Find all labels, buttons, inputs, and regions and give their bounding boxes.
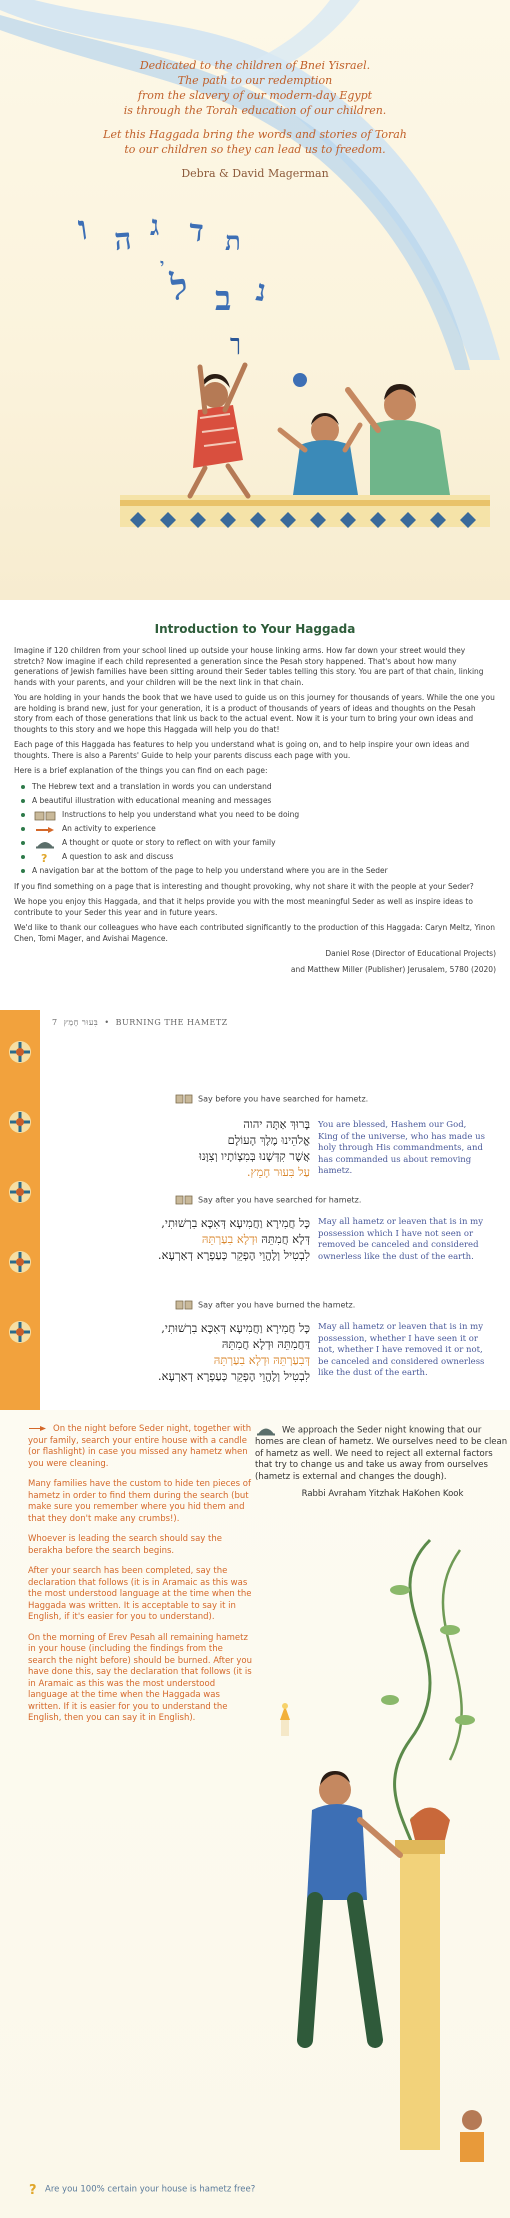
intro-paragraph: If you find something on a page that is interesting and thought provoking, why not share it with the people at your Seder? xyxy=(14,881,474,891)
activity-paragraph: On the morning of Erev Pesah all remaining hametz in your house (including the findings from the search the night before) should be burned. After you have done this, say the declaration that follows (it is in Aramaic as this was the most understood language at the time when the Haggada was written. If it is easier for you to understand the English, then you can say it in English). xyxy=(28,1632,252,1723)
activity-paragraph: Whoever is leading the search should say the berakha before the search begins. xyxy=(28,1534,222,1556)
activity-paragraph: On the night before Seder night, together with your family, search your entire house with a candle (or flashlight) in case you missed any hametz when you were cleaning. xyxy=(28,1424,252,1469)
activity-column xyxy=(28,1424,253,1734)
wish-line: Let this Haggada bring the words and stories of Torah xyxy=(103,128,407,141)
tile-ornament-icon xyxy=(8,1320,32,1344)
tile-ornament-icon xyxy=(8,1180,32,1204)
burning-hametz-page xyxy=(0,1010,510,1410)
hand-pointing-icon xyxy=(32,824,58,835)
header-english: BURNING THE HAMETZ xyxy=(115,1018,228,1027)
introduction-title: Introduction to Your Haggada xyxy=(154,622,356,636)
svg-text:ד: ד xyxy=(187,213,206,250)
book-icon xyxy=(175,1094,193,1104)
signature: and Matthew Miller (Publisher) Jerusalem, 5780 (2020) xyxy=(290,964,496,974)
hebrew-blessing: בָּרוּךְ אַתָּה יהוה אֱלֹהֵינוּ מֶלֶךְ הָעוֹלָם אֲשֶׁר קִדְּשָׁנוּ בְּמִצְוֹתָיו וְצִוָּנוּ עַל בִּעוּר חָמֵץ. xyxy=(198,1117,310,1179)
header-hebrew: בִּעוּר חָמֵץ xyxy=(63,1018,99,1027)
list-item: An activity to experience xyxy=(14,824,496,835)
svg-text:ל: ל xyxy=(168,265,190,309)
svg-text:?: ? xyxy=(29,2183,37,2196)
english-translation: You are blessed, Hashem our God, King of the universe, who has made us holy through His commandments, and has commanded us about removing hametz. xyxy=(318,1120,485,1176)
activity-paragraph: After your search has been completed, say the declaration that follows (it is in Aramaic as this was the most understood language at the time when the Haggada was written. It is acceptable to say it in English, if it's easier for you to understand). xyxy=(28,1566,252,1622)
dedication-authors: Debra & David Magerman xyxy=(181,167,329,180)
intro-paragraph: Here is a brief explanation of the things you can find on each page: xyxy=(14,766,268,775)
dedication-line: Dedicated to the children of Bnei Yisrael. xyxy=(139,59,371,72)
intro-paragraph: We'd like to thank our colleagues who have each contributed significantly to the production of this Haggada: Caryn Meltz, Yinon Chen, Tomi Mager, and Avishai Magence. xyxy=(14,923,495,943)
svg-text:ך: ך xyxy=(230,330,241,356)
page-number: 7 xyxy=(52,1018,58,1027)
svg-text:נ: נ xyxy=(253,273,269,310)
svg-text:?: ? xyxy=(41,851,48,863)
instruction-label: Say after you have burned the hametz. xyxy=(175,1300,355,1310)
tile-ornament-icon xyxy=(8,1040,32,1064)
hand-pointing-icon xyxy=(28,1424,48,1433)
tile-ornament-icon xyxy=(8,1250,32,1274)
intro-paragraph: You are holding in your hands the book that we have used to guide us on this journey for thousands of years. While the one you are holding is brand new, just for your generation, it is a product of thousands of years of ideas and thoughts on the Pesah story from each of those generations that link us back to the actual event. Now it is your turn to bring your own ideas and thoughts to this story and we hope this Haggada will help you do that! xyxy=(14,693,495,734)
book-icon xyxy=(175,1300,193,1310)
signature: Daniel Rose (Director of Educational Projects) xyxy=(325,949,496,958)
list-item: A navigation bar at the bottom of the page to help you understand where you are in the Seder xyxy=(14,866,496,877)
thought-hat-icon xyxy=(32,838,58,849)
book-icon xyxy=(175,1195,193,1205)
question-icon xyxy=(32,852,58,863)
dedication-line: from the slavery of our modern-day Egypt xyxy=(137,89,373,102)
thought-quote xyxy=(255,1424,510,1501)
thought-hat-icon xyxy=(255,1424,277,1436)
feature-list xyxy=(14,782,496,877)
svg-text:ו: ו xyxy=(75,208,90,249)
svg-text:ג: ג xyxy=(150,209,160,242)
intro-paragraph: Each page of this Haggada has features to help you understand what is going on, and to help inspire your own ideas and thoughts. There is also a Parents' Guide to help your parents discuss each page with you. xyxy=(14,740,470,760)
list-item: A thought or quote or story to reflect on with your family xyxy=(14,838,496,849)
search-instructions-page xyxy=(0,1410,510,2218)
intro-paragraph: We hope you enjoy this Haggada, and that it helps provide you with the most meaningful Seder as well as inspire ideas to contribute to your Seder this year and in future years. xyxy=(14,897,473,917)
decorative-sidebar xyxy=(0,1010,40,1410)
instruction-label: Say after you have searched for hametz. xyxy=(175,1195,361,1205)
hebrew-declaration: כָּל חֲמִירָא וַחֲמִיעָא דְּאִכָּא בִרְשׁוּתִי, דַּחֲמִתֵּהּ וּדְלָא חֲמִתֵּהּ דְּבִעַרְתֵּהּ וּדְלָא בִעַרְתֵּהּ לִבְטִיל וְלֶהֱוֵי הֶפְקֵר כְּעַפְרָא דְאַרְעָא. xyxy=(157,1321,310,1383)
book-icon xyxy=(32,810,58,821)
svg-text:ת: ת xyxy=(225,227,241,257)
introduction-body xyxy=(14,646,496,980)
english-translation: May all hametz or leaven that is in my possession, whether I have seen it or not, whether I have removed it or not, be canceled and considered ownerless like the dust of the earth. xyxy=(318,1322,485,1378)
discussion-question: ? Are you 100% certain your house is hametz free? xyxy=(29,2183,256,2196)
running-header: 7 בִּעוּר חָמֵץ • BURNING THE HAMETZ xyxy=(52,1018,228,1027)
dedication-page xyxy=(0,0,510,600)
quote-text: We approach the Seder night knowing that our homes are clean of hametz. We ourselves need to be clean of hametz as well. We need to reject all external factors that try to change us and take us away from ourselves (hametz is external and changes the dough). xyxy=(255,1425,508,1482)
tile-ornament-icon xyxy=(8,1110,32,1134)
intro-paragraph: Imagine if 120 children from your school lined up outside your house linking arms. How far down your street would they stretch? Now imagine if each child represented a generation since the Pesah story happened. That's about how many generations of Jewish families have been sitting around their Seder tables telling this story. You are part of that chain, linking hands with your parents, and your children will be the next link in that chain. xyxy=(14,646,484,687)
list-item: Instructions to help you understand what you need to be doing xyxy=(14,810,496,821)
list-item: A beautiful illustration with educational meaning and messages xyxy=(14,796,496,807)
dedication-text xyxy=(60,58,450,190)
instruction-label: Say before you have searched for hametz. xyxy=(175,1094,368,1104)
svg-text:ב: ב xyxy=(215,279,232,319)
wish-line: to our children so they can lead us to freedom. xyxy=(124,143,386,156)
svg-text:ה: ה xyxy=(113,221,133,258)
quote-author: Rabbi Avraham Yitzhak HaKohen Kook xyxy=(301,1489,464,1499)
question-icon xyxy=(28,2182,40,2196)
list-item: ? A question to ask and discuss xyxy=(14,852,496,863)
dedication-line: The path to our redemption xyxy=(177,74,333,87)
english-translation: May all hametz or leaven that is in my possession which I have not seen or removed be canceled and considered ownerless like the dust of the earth. xyxy=(318,1217,484,1262)
search-illustration xyxy=(250,1520,510,2170)
dedication-line: is through the Torah education of our children. xyxy=(123,104,387,117)
list-item: The Hebrew text and a translation in words you can understand xyxy=(14,782,496,793)
activity-paragraph: Many families have the custom to hide ten pieces of hametz in order to find them during the search (but make sure you remember where you hid them and that they don't make any crumbs!). xyxy=(28,1479,251,1524)
hebrew-declaration: כָּל חֲמִירָא וַחֲמִיעָא דְּאִכָּא בִרְשׁוּתִי, דְּלָא חֲמִתֵּהּ וּדְלָא בִעַרְתֵּהּ לִבְטִיל וְלֶהֱוֵי הֶפְקֵר כְּעַפְרָא דְאַרְעָא. xyxy=(157,1216,310,1262)
introduction-page xyxy=(0,600,510,1010)
svg-text:י: י xyxy=(160,255,165,274)
